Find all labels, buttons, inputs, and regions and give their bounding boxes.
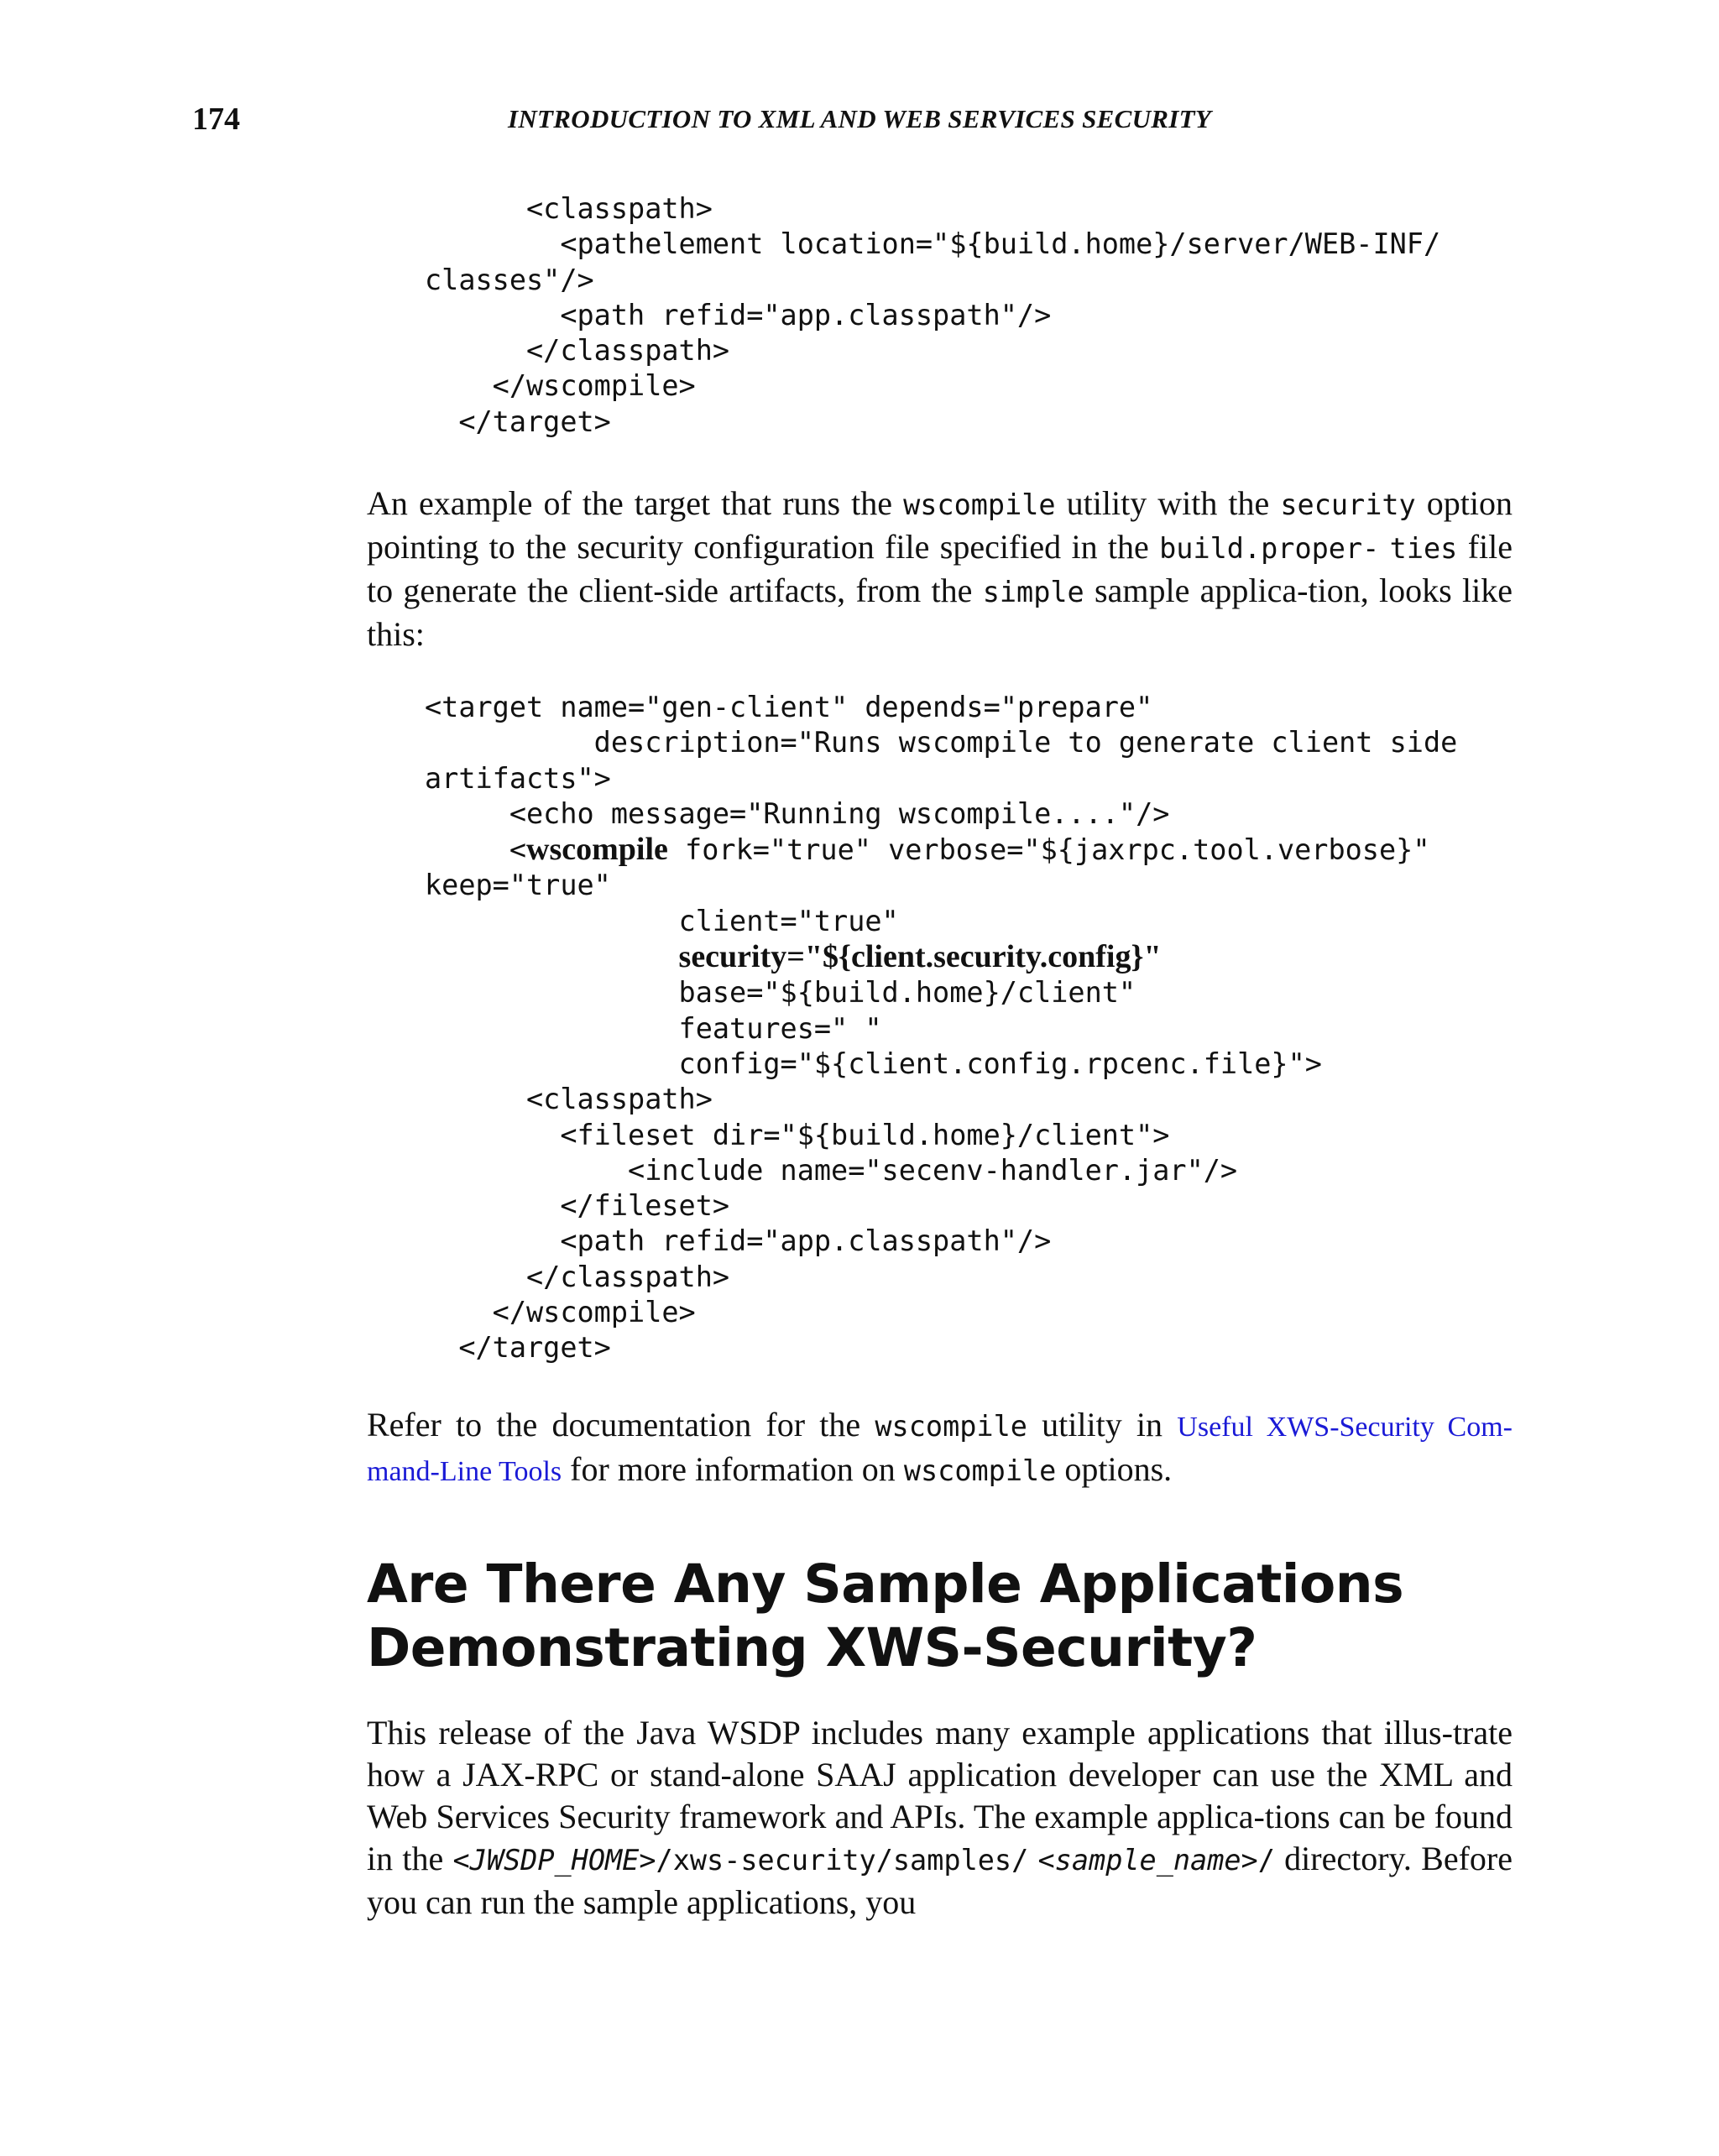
paragraph-sample-applications xyxy=(367,1712,1513,1924)
code-line: <classpath> xyxy=(425,1083,713,1116)
text-run: sample applica-tion, looks like this: xyxy=(367,572,1513,653)
text-run: file to generate the client-side artifacts, from the xyxy=(367,528,1513,609)
text-run: option pointing to the security configuration file specified in the xyxy=(367,484,1513,566)
code-line: </classpath> xyxy=(425,334,730,368)
code-italic: <JWSDP_HOME> xyxy=(452,1844,656,1877)
paragraph-wscompile-target xyxy=(367,483,1513,655)
text-run: for more information on xyxy=(562,1450,904,1488)
code-line: keep="true" xyxy=(425,869,611,902)
code-bold: wscompile xyxy=(526,832,668,868)
code-line: <fileset dir="${build.home}/client"> xyxy=(425,1118,1170,1151)
code-line: </classpath> xyxy=(425,1260,730,1293)
code-line: <target name="gen-client" depends="prepare" xyxy=(425,691,1153,723)
text-run: This release of the Java WSDP includes many example applications that illus-trate how a JAX-RPC or stand-alone SAAJ application developer can use the XML and Web Services Security framework and APIs. The example applica-tions can be found in the xyxy=(367,1714,1513,1877)
code-line: classes"/> xyxy=(425,263,594,296)
text-run: utility in xyxy=(1027,1406,1178,1443)
code-line: <classpath> xyxy=(425,192,713,225)
inline-code: wscompile xyxy=(903,1454,1057,1487)
code-fragment xyxy=(425,941,679,974)
code-line: </target> xyxy=(425,405,611,438)
code-fragment: fork="true" verbose="${jaxrpc.tool.verbose}" xyxy=(667,833,1430,867)
code-line: <path refid="app.classpath"/> xyxy=(425,298,1052,331)
code-line: <pathelement location="${build.home}/server/WEB-INF/ xyxy=(425,227,1441,261)
paragraph-refer-docs xyxy=(367,1404,1513,1493)
code-line: <path refid="app.classpath"/> xyxy=(425,1224,1052,1258)
code-italic: <sample_name> xyxy=(1037,1844,1258,1877)
heading-line: Are There Any Sample Applications xyxy=(367,1553,1404,1615)
inline-code: simple xyxy=(982,576,1084,608)
inline-code-path xyxy=(1038,1844,1275,1877)
xws-security-tools-link[interactable]: Useful XWS-Security Com-mand-Line Tools xyxy=(367,1412,1513,1487)
code-line: artifacts"> xyxy=(425,761,611,795)
code-line: </target> xyxy=(425,1331,611,1365)
code-line: <include name="secenv-handler.jar"/> xyxy=(425,1153,1238,1187)
code-line: <echo message="Running wscompile...."/> xyxy=(425,796,1170,830)
code-line xyxy=(425,833,1429,866)
code-line: </wscompile> xyxy=(425,369,696,403)
section-heading xyxy=(367,1553,1542,1680)
code-line: config="${client.config.rpcenc.file}"> xyxy=(425,1047,1322,1080)
text-run: utility with the xyxy=(1055,484,1281,522)
inline-code: security xyxy=(1280,488,1416,521)
running-head xyxy=(192,94,1510,144)
code-fragment: < xyxy=(425,833,527,867)
code-block-gen-client xyxy=(425,690,1457,1366)
text-run: options. xyxy=(1056,1450,1173,1488)
page-number: 174 xyxy=(192,102,240,137)
code-line: </wscompile> xyxy=(425,1296,696,1329)
inline-code: wscompile xyxy=(903,488,1056,521)
inline-code: wscompile xyxy=(875,1410,1027,1443)
code-line: base="${build.home}/client" xyxy=(425,976,1136,1010)
text-run: directory. Before you can run the sample applications, you xyxy=(367,1840,1513,1921)
heading-line: Demonstrating XWS-Security? xyxy=(367,1617,1257,1678)
running-title: INTRODUCTION TO XML AND WEB SERVICES SECURITY xyxy=(508,104,1212,133)
inline-code: build.proper- xyxy=(1159,532,1380,565)
inline-code-path xyxy=(453,1844,1029,1877)
text-run: An example of the target that runs the xyxy=(367,484,904,522)
inline-code: ties xyxy=(1389,532,1458,565)
code-line: features=" " xyxy=(425,1011,882,1045)
text-run: Refer to the documentation for the xyxy=(367,1406,875,1443)
code-block-classpath xyxy=(425,191,1440,440)
code-line: </fileset> xyxy=(425,1189,730,1223)
code-line: description="Runs wscompile to generate client side xyxy=(425,726,1458,760)
code-fragment: /xws-security/samples/ xyxy=(656,1844,1029,1877)
code-fragment: / xyxy=(1257,1844,1275,1877)
code-line xyxy=(425,941,1162,974)
code-line: client="true" xyxy=(425,904,899,937)
code-bold: security="${client.security.config}" xyxy=(678,939,1162,975)
